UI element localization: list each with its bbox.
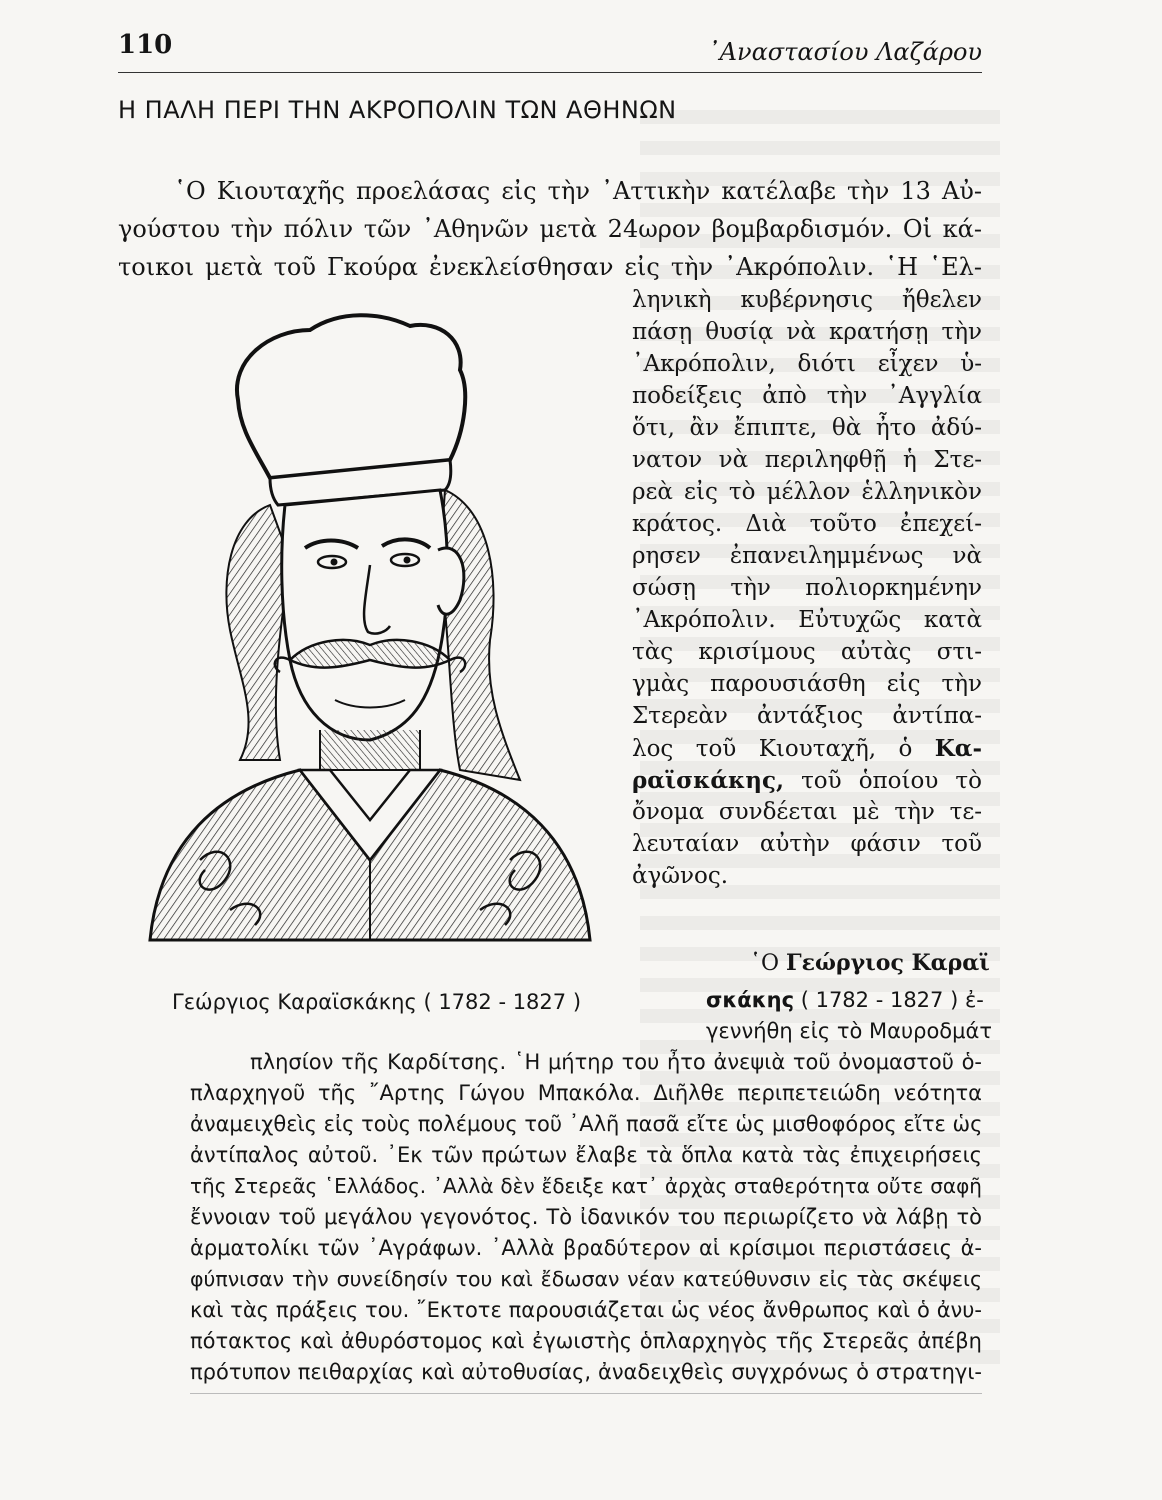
lead-line-2: γούστου τὴν πόλιν τῶν ᾿Αθηνῶν μετὰ 24ωρον βομβαρδισμόν. Οἱ κά- [118,215,982,243]
bold-name-part-2: ραϊσκάκης, [632,767,784,794]
bio-name [750,950,990,976]
column-line: Στερεὰν ἀντάξιος ἀντίπα- [632,703,982,729]
column-line-text: τοῦ ὁποίου τὸ [801,768,983,794]
page-number: 110 [118,30,173,60]
bio-name-part-1: Γεώργιος Καραϊ [786,950,990,976]
header-rule [118,72,982,73]
bio-name-part-2: σκάκης [706,988,795,1012]
paragraph-line: ἀντίπαλος αὐτοῦ. ᾿Εκ τῶν πρώτων ἔλαβε τὰ ὅπλα κατὰ τὰς ἐπιχειρήσεις [190,1143,982,1167]
paragraph-line: πρότυπον πειθαρχίας καὶ αὐτοθυσίας, ἀναδειχθεὶς συγχρόνως ὁ στρατηγι- [190,1360,982,1384]
bio-dates: ( 1782 - 1827 ) ἐ- [800,988,984,1012]
column-line: σώσῃ τὴν πολιορκημένην [632,575,982,601]
column-line: ρεὰ εἰς τὸ μέλλον ἑλληνικὸν [632,479,982,505]
column-line: νατον νὰ περιληφθῇ ἡ Στε- [632,447,982,473]
column-line: λευταίαν αὐτὴν φάσιν τοῦ [632,831,982,857]
column-line: ρησεν ἐπανειλημμένως νὰ [632,543,982,569]
portrait-caption: Γεώργιος Καραϊσκάκης ( 1782 - 1827 ) [172,990,582,1014]
column-line: ὄνομα συνδέεται μὲ τὴν τε- [632,799,982,825]
lead-line-1: ῾Ο Κιουταχῆς προελάσας εἰς τὴν ᾿Αττικὴν κατέλαβε τὴν 13 Αὐ- [174,177,982,205]
paragraph-line: πότακτος καὶ ἀθυρόστομος καὶ ἐγωιστὴς ὁπλαρχηγὸς τῆς Στερεᾶς ἀπέβη [190,1329,982,1353]
column-line-with-name [632,733,982,765]
column-line: ᾿Ακρόπολιν. Εὐτυχῶς κατὰ [632,607,982,633]
paragraph-line: τῆς Στερεᾶς ῾Ελλάδος. ᾿Αλλὰ δὲν ἔδειξε κατ᾿ ἀρχὰς σταθερότητα οὔτε σαφῆ [190,1174,982,1198]
footer-rule [190,1393,982,1394]
column-line: τὰς κρισίμους αὐτὰς στι- [632,639,982,665]
paragraph-line: ἁρματολίκι τῶν ᾿Αγράφων. ᾿Αλλὰ βραδύτερον αἱ κρίσιμοι περιστάσεις ἀ- [190,1236,982,1260]
paragraph-line: καὶ τὰς πράξεις του. ῎Εκτοτε παρουσιάζεται ὡς νέος ἄνθρωπος καὶ ὁ ἀνυ- [190,1298,982,1322]
paragraph-line: πλαρχηγοῦ τῆς ῎Αρτης Γώγου Μπακόλα. Διῆλθε περιπετειώδη νεότητα [190,1081,982,1105]
bio-line-1 [706,985,984,1016]
running-head-author: ᾿Αναστασίου Λαζάρου [707,38,982,66]
column-line: κράτος. Διὰ τοῦτο ἐπεχεί- [632,511,982,537]
paragraph-line: ἔννοιαν τοῦ μεγάλου γεγονότος. Τὸ ἰδανικόν του περιωρίζετο νὰ λάβῃ τὸ [190,1205,982,1229]
paragraph-line: πλησίον τῆς Καρδίτσης. ῾Η μήτηρ του ἦτο ἀνεψιὰ τοῦ ὀνομαστοῦ ὁ- [250,1050,982,1074]
column-line: ληνικὴ κυβέρνησις ἤθελεν [632,287,982,313]
bio-article: ῾Ο [750,951,780,976]
column-line: πάσῃ θυσίᾳ νὰ κρατήσῃ τὴν [632,319,982,345]
lead-line-3: τοικοι μετὰ τοῦ Γκούρα ἐνεκλείσθησαν εἰς τὴν ᾿Ακρόπολιν. ῾Η ῾Ελ- [118,253,982,281]
bio-line-2: γεννήθη εἰς τὸ Μαυροδμάτ [706,1019,992,1043]
column-line: γμὰς παρουσιάσθη εἰς τὴν [632,671,982,697]
column-line: ὅτι, ἂν ἔπιπτε, θὰ ἦτο ἀδύ- [632,415,982,441]
section-title: Η ΠΑΛΗ ΠΕΡΙ ΤΗΝ ΑΚΡΟΠΟΛΙΝ ΤΩΝ ΑΘΗΝΩΝ [118,96,677,124]
portrait-drawing-icon [120,300,620,990]
column-line: ᾿Ακρόπολιν, διότι εἶχεν ὑ- [632,351,982,377]
column-line: ποδείξεις ἀπὸ τὴν ᾿Αγγλία [632,383,982,409]
portrait-illustration [120,300,620,990]
paragraph-line: φύπνισαν τὴν συνείδησίν του καὶ ἔδωσαν νέαν κατεύθυνσιν εἰς τὰς σκέψεις [190,1267,982,1291]
column-line: ἀγῶνος. [632,863,729,889]
paragraph-line: ἀναμειχθεὶς εἰς τοὺς πολέμους τοῦ ᾿Αλῆ πασᾶ εἴτε ὡς μισθοφόρος εἴτε ὡς [190,1112,983,1136]
bold-name-part-1: Κα- [934,735,983,762]
column-line-with-name-2 [632,765,982,797]
column-line-text: λος τοῦ Κιουταχῆ, ὁ [632,736,913,762]
